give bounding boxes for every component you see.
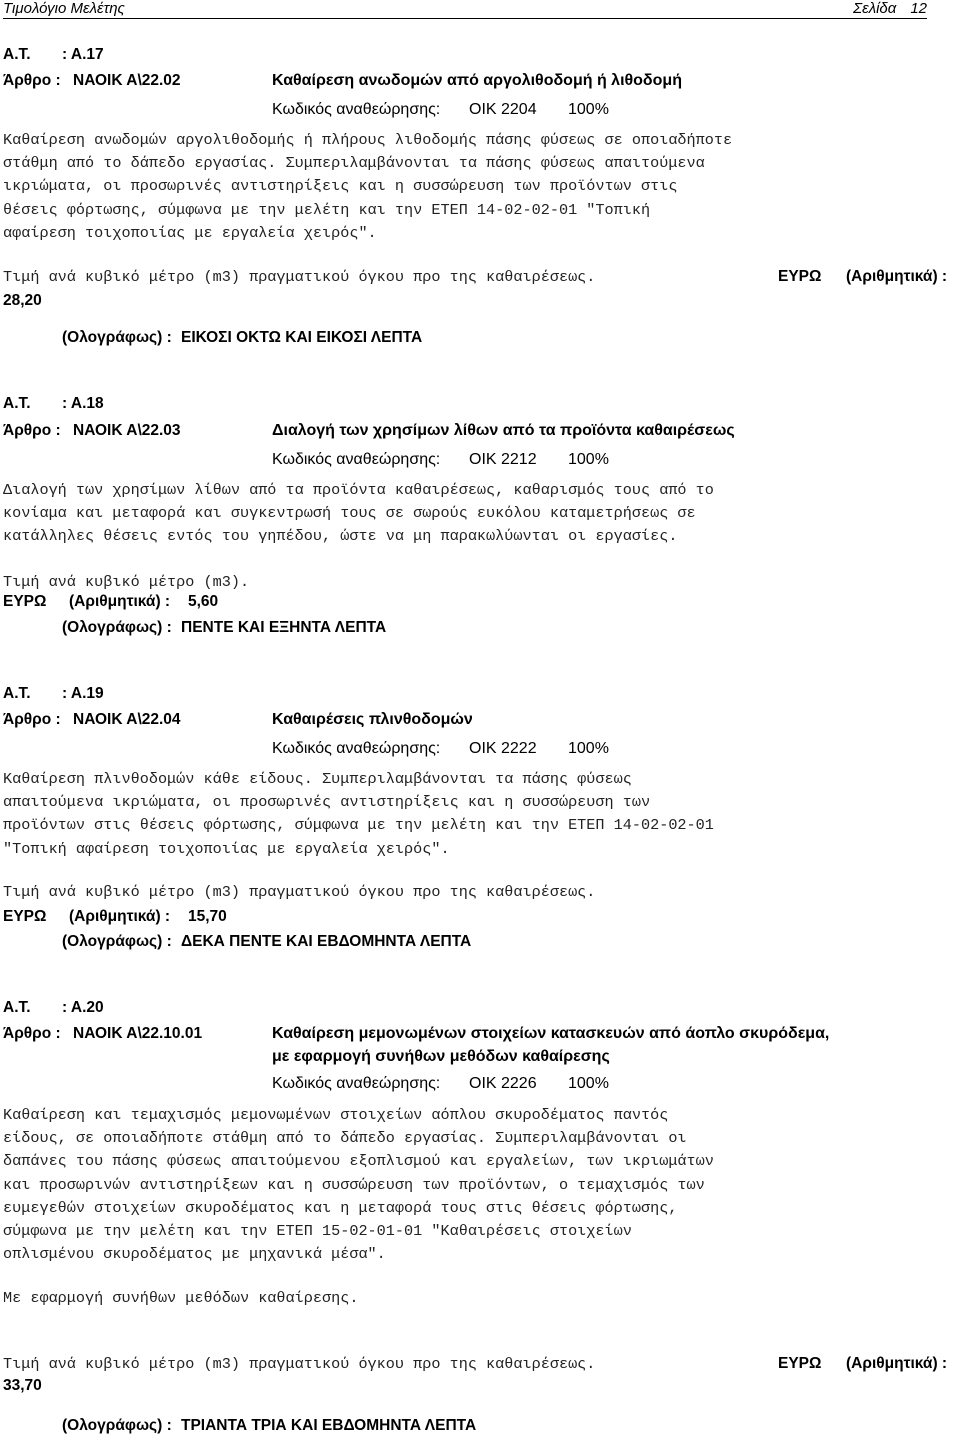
arthro-value: ΝΑΟΙΚ Α\22.03 <box>73 422 181 439</box>
item-title: Καθαίρεση μεμονωμένων στοιχείων κατασκευών από άοπλο σκυρόδεμα, <box>272 1025 830 1042</box>
words-label: (Ολογράφως) : <box>62 933 172 950</box>
code-label: Κωδικός αναθεώρησης: <box>272 740 441 757</box>
at-label: Α.Τ. <box>3 685 31 702</box>
page-label: Σελίδα <box>853 0 897 17</box>
amount-words: ΤΡΙΑΝΤΑ ΤΡΙΑ ΚΑΙ ΕΒΔΟΜΗΝΤΑ ΛΕΠΤΑ <box>181 1417 477 1434</box>
arthro-label: Άρθρο : <box>3 1025 61 1042</box>
currency-label: ΕΥΡΩ <box>3 908 47 925</box>
code-label: Κωδικός αναθεώρησης: <box>272 1075 441 1092</box>
description-line: δαπάνες του πάσης φύσεως απαιτούμενου εξοπλισμού και εργαλείων, των ικριωμάτων <box>3 1152 714 1171</box>
at-label: Α.Τ. <box>3 395 31 412</box>
description-line: Καθαίρεση πλινθοδομών κάθε είδους. Συμπεριλαμβάνονται τα πάσης φύσεως <box>3 770 632 788</box>
code-value: ΟΙΚ 2226 <box>469 1075 537 1092</box>
amount-words: ΠΕΝΤΕ ΚΑΙ ΕΞΗΝΤΑ ΛΕΠΤΑ <box>181 619 387 636</box>
description-line: προϊόντων στις θέσεις φόρτωσης, σύμφωνα με την μελέτη και την ΕΤΕΠ 14-02-02-01 <box>3 816 714 835</box>
at-value: : Α.19 <box>62 685 104 702</box>
description-line: κατάλληλες θέσεις εντός του γηπέδου, ώστε να μη παρακωλύωνται οι εργασίες. <box>3 527 678 546</box>
description-line: αφαίρεση τοιχοποιίας με εργαλεία χειρός". <box>3 223 377 242</box>
item-title: Καθαιρέσεις πλινθοδομών <box>272 711 473 728</box>
code-label: Κωδικός αναθεώρησης: <box>272 101 441 118</box>
description-line: ευμεγεθών στοιχείων σκυροδέματος και η μεταφορά τους στις θέσεις φόρτωσης, <box>3 1198 678 1217</box>
page-header <box>3 0 927 19</box>
at-value: : Α.17 <box>62 46 104 63</box>
description-line: Καθαίρεση ανωδομών αργολιθοδομής ή πλήρους λιθοδομής πάσης φύσεως σε οποιαδήποτε <box>3 131 733 149</box>
amount-value: 5,60 <box>188 593 219 610</box>
amount-words: ΕΙΚΟΣΙ ΟΚΤΩ ΚΑΙ ΕΙΚΟΣΙ ΛΕΠΤΑ <box>181 329 423 346</box>
words-label: (Ολογράφως) : <box>62 1417 172 1434</box>
description-line: Διαλογή των χρησίμων λίθων από τα προϊόντα καθαιρέσεως, καθαρισμός τους από το <box>3 481 714 499</box>
amount-value: 28,20 <box>3 292 42 309</box>
description-line: σύμφωνα με την μελέτη και την ΕΤΕΠ 15-02-01-01 "Καθαιρέσεις στοιχείων <box>3 1222 632 1240</box>
arthro-value: ΝΑΟΙΚ Α\22.02 <box>73 72 181 89</box>
code-value: ΟΙΚ 2212 <box>469 451 537 468</box>
numeric-label: (Αριθμητικά) : <box>846 268 948 285</box>
unit-price-text: Τιμή ανά κυβικό μέτρο (m3) πραγματικού όγκου προ της καθαιρέσεως. <box>3 268 596 286</box>
unit-price-text: Τιμή ανά κυβικό μέτρο (m3) πραγματικού όγκου προ της καθαιρέσεως. <box>3 883 596 901</box>
at-label: Α.Τ. <box>3 999 31 1016</box>
document-title: Τιμολόγιο Μελέτης <box>3 0 125 17</box>
description-line: στάθμη από το δάπεδο εργασίας. Συμπεριλαμβάνονται τα πάσης φύσεως απαιτούμενα <box>3 154 705 173</box>
arthro-value: ΝΑΟΙΚ Α\22.04 <box>73 711 181 728</box>
arthro-value: ΝΑΟΙΚ Α\22.10.01 <box>73 1025 203 1042</box>
description-line: Καθαίρεση και τεμαχισμός μεμονωμένων στοιχείων αόπλου σκυροδέματος παντός <box>3 1106 669 1124</box>
description-line: είδους, σε οποιαδήποτε στάθμη από το δάπεδο εργασίας. Συμπεριλαμβάνονται οι <box>3 1129 687 1148</box>
item-title: Καθαίρεση ανωδομών από αργολιθοδομή ή λιθοδομή <box>272 72 682 89</box>
description-line: και προσωρινών αντιστηρίξεων και η συσσώρευση των προϊόντων, ο τεμαχισμός των <box>3 1175 705 1194</box>
item-title: Διαλογή των χρησίμων λίθων από τα προϊόντα καθαιρέσεως <box>272 422 735 439</box>
amount-value: 15,70 <box>188 908 227 925</box>
unit-price-text: Τιμή ανά κυβικό μέτρο (m3). <box>3 573 250 591</box>
description-line: θέσεις φόρτωσης, σύμφωνα με την μελέτη και την ΕΤΕΠ 14-02-02-01 "Τοπική <box>3 200 651 219</box>
code-value: ΟΙΚ 2222 <box>469 740 537 757</box>
code-label: Κωδικός αναθεώρησης: <box>272 451 441 468</box>
method-note: Με εφαρμογή συνήθων μεθόδων καθαίρεσης. <box>3 1289 359 1307</box>
description-line: κονίαμα και μεταφορά και συγκεντρωσή τους σε σωρούς ευκόλου καταμετρήσεως σε <box>3 504 696 523</box>
words-label: (Ολογράφως) : <box>62 619 172 636</box>
at-label: Α.Τ. <box>3 46 31 63</box>
at-value: : Α.20 <box>62 999 104 1016</box>
arthro-label: Άρθρο : <box>3 72 61 89</box>
code-value: ΟΙΚ 2204 <box>469 101 537 118</box>
currency-label: ΕΥΡΩ <box>3 593 47 610</box>
numeric-label: (Αριθμητικά) : <box>846 1355 948 1372</box>
code-percent: 100% <box>568 451 609 468</box>
numeric-label: (Αριθμητικά) : <box>69 593 171 610</box>
arthro-label: Άρθρο : <box>3 711 61 728</box>
numeric-label: (Αριθμητικά) : <box>69 908 171 925</box>
description-line: οπλισμένου σκυροδέματος με μηχανικά μέσα". <box>3 1245 386 1264</box>
page-indicator <box>839 0 927 17</box>
page-number: 12 <box>910 0 927 17</box>
code-percent: 100% <box>568 740 609 757</box>
description-line: ικριώματα, οι προσωρινές αντιστηρίξεις και η συσσώρευση των προϊόντων στις <box>3 177 678 196</box>
code-percent: 100% <box>568 101 609 118</box>
description-line: απαιτούμενα ικριώματα, οι προσωρινές αντιστηρίξεις και η συσσώρευση των <box>3 793 651 812</box>
code-percent: 100% <box>568 1075 609 1092</box>
description-line: "Τοπική αφαίρεση τοιχοποιίας με εργαλεία χειρός". <box>3 839 450 858</box>
currency-label: ΕΥΡΩ <box>778 268 822 285</box>
arthro-label: Άρθρο : <box>3 422 61 439</box>
amount-value: 33,70 <box>3 1377 42 1394</box>
at-value: : Α.18 <box>62 395 104 412</box>
item-title-line2: με εφαρμογή συνήθων μεθόδων καθαίρεσης <box>272 1048 610 1065</box>
currency-label: ΕΥΡΩ <box>778 1355 822 1372</box>
words-label: (Ολογράφως) : <box>62 329 172 346</box>
amount-words: ΔΕΚΑ ΠΕΝΤΕ ΚΑΙ ΕΒΔΟΜΗΝΤΑ ΛΕΠΤΑ <box>181 933 472 950</box>
unit-price-text: Τιμή ανά κυβικό μέτρο (m3) πραγματικού όγκου προ της καθαιρέσεως. <box>3 1355 596 1373</box>
